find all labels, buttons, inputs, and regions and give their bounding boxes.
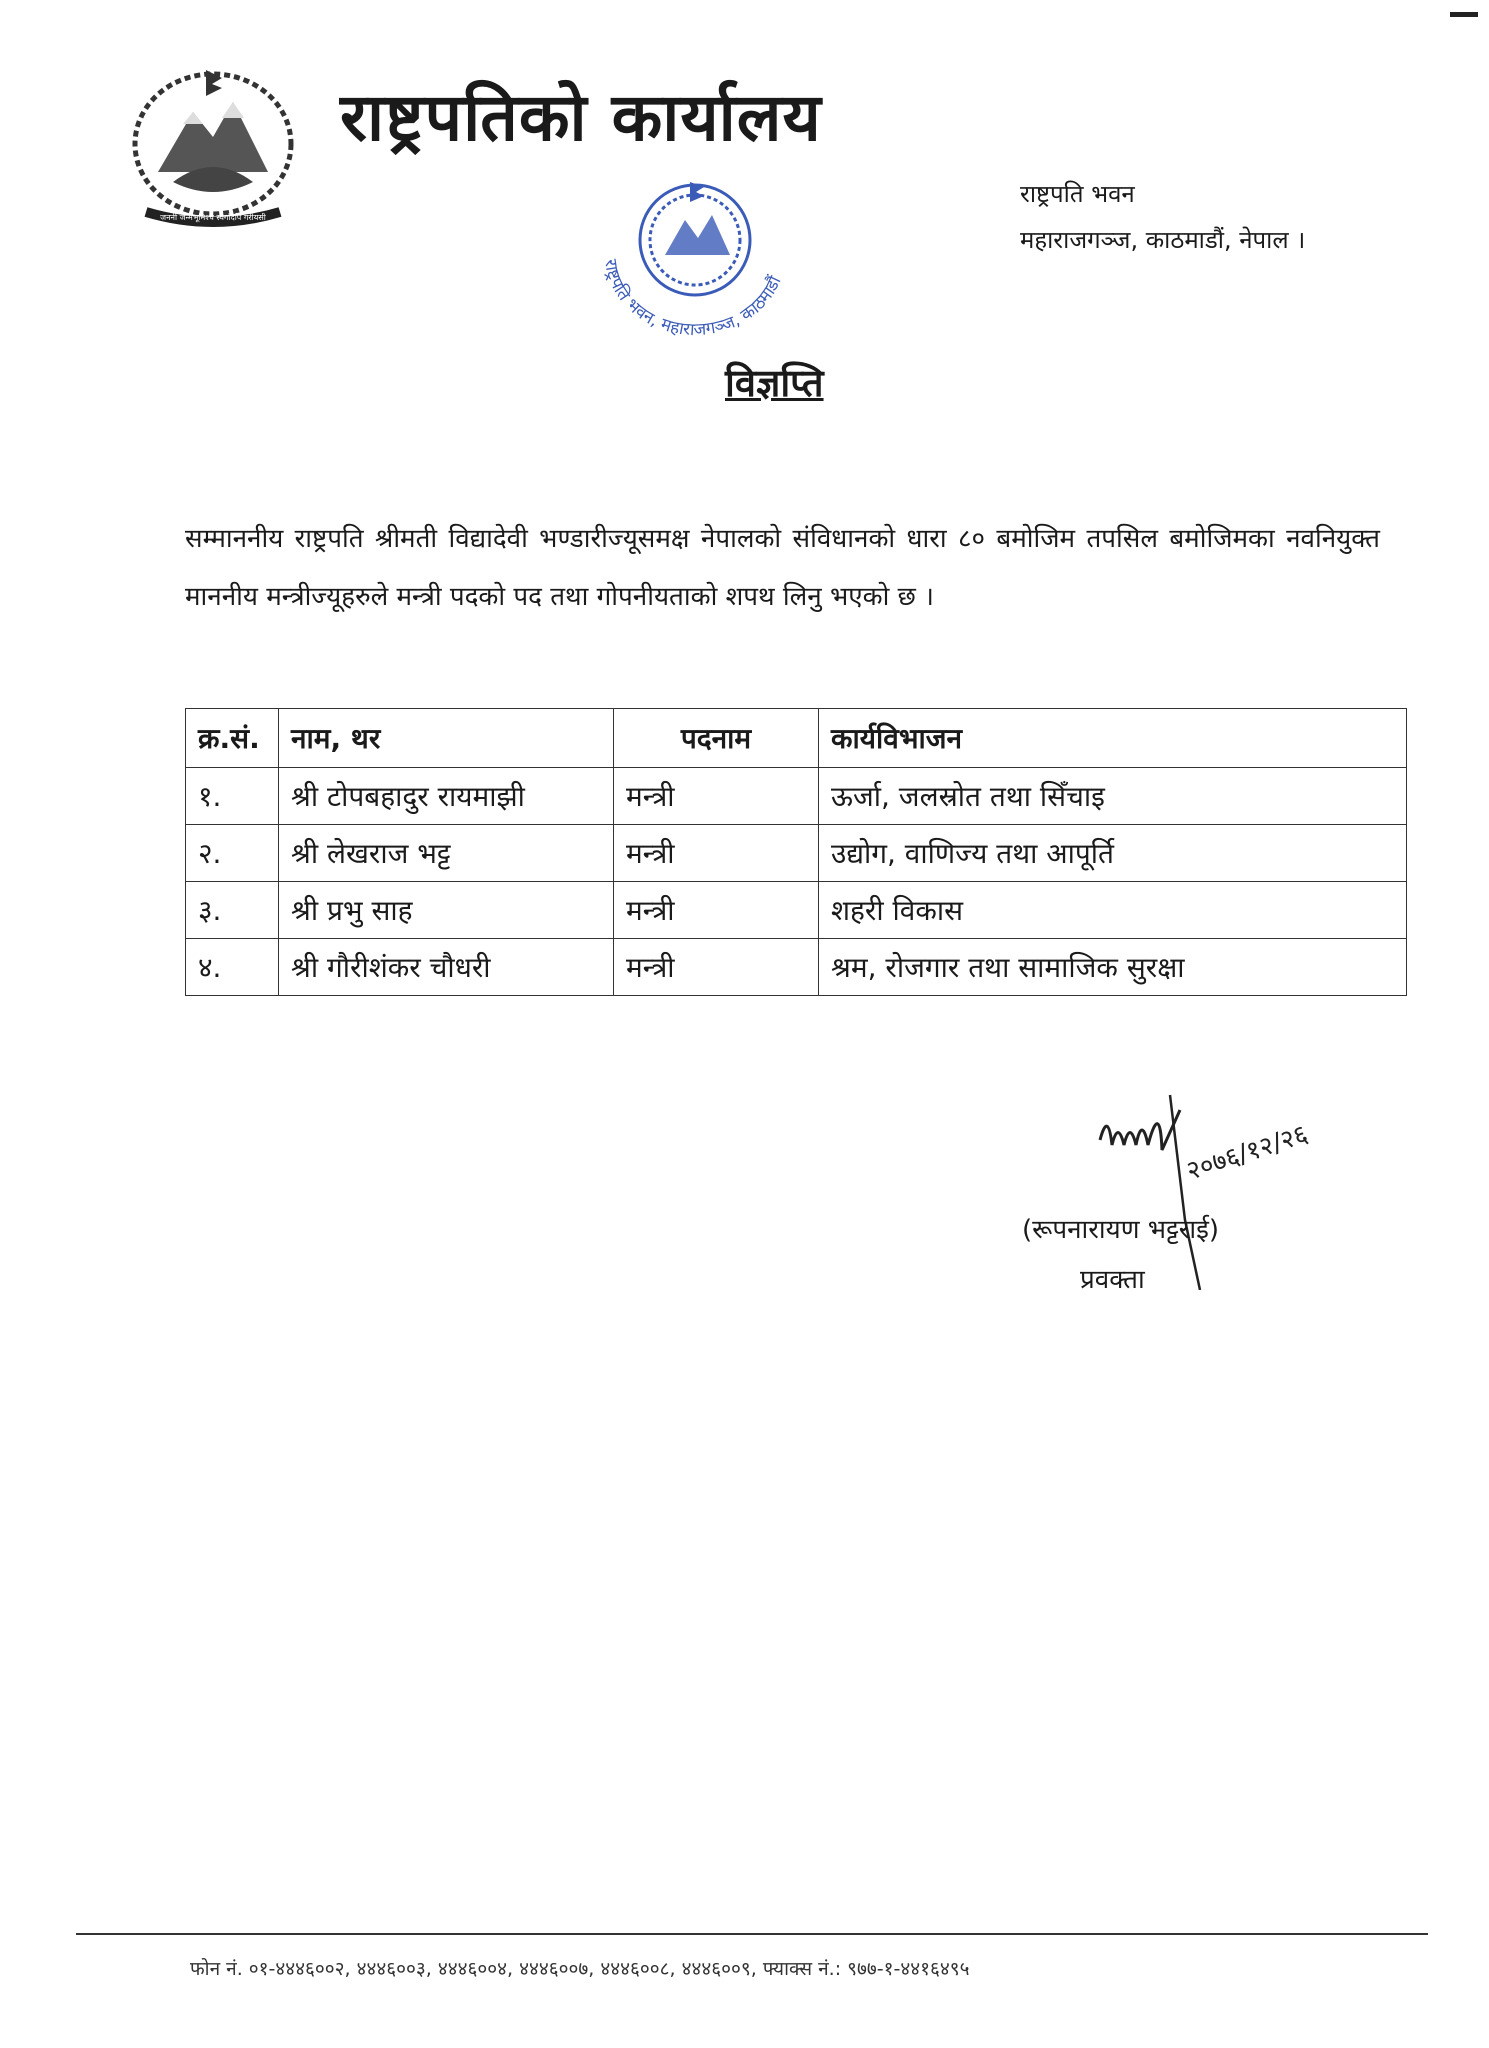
footer-contact: फोन नं. ०१-४४४६००२, ४४४६००३, ४४४६००४, ४४४६००७, ४४४६००८, ४४४६००९, फ्याक्स नं.: ९७७-१-४४१६४९५ [190, 1958, 970, 1980]
table-row [186, 882, 1407, 939]
signer-title: प्रवक्ता [1080, 1265, 1145, 1295]
header-portfolio: कार्यविभाजन [819, 709, 1407, 768]
address-line-1: राष्ट्रपति भवन [1020, 180, 1135, 208]
office-title: राष्ट्रपतिको कार्यालय [340, 79, 822, 156]
office-seal-icon [580, 160, 810, 350]
svg-text:राष्ट्रपति भवन, महाराजगञ्ज, का: राष्ट्रपति भवन, महाराजगञ्ज, काठमाडौं [600, 257, 786, 341]
row-name: श्री प्रभु साह [279, 882, 614, 939]
row-portfolio: श्रम, रोजगार तथा सामाजिक सुरक्षा [819, 939, 1407, 996]
table-row [186, 939, 1407, 996]
row-portfolio: ऊर्जा, जलस्रोत तथा सिँचाइ [819, 768, 1407, 825]
ministers-table [185, 708, 1407, 996]
header-name: नाम, थर [279, 709, 614, 768]
row-position: मन्त्री [614, 939, 819, 996]
row-name: श्री लेखराज भट्ट [279, 825, 614, 882]
address-line-2: महाराजगञ्ज, काठमाडौं, नेपाल । [1020, 226, 1306, 254]
table-header-row [186, 709, 1407, 768]
row-name: श्री टोपबहादुर रायमाझी [279, 768, 614, 825]
row-portfolio: उद्योग, वाणिज्य तथा आपूर्ति [819, 825, 1407, 882]
row-position: मन्त्री [614, 768, 819, 825]
row-position: मन्त्री [614, 882, 819, 939]
row-position: मन्त्री [614, 825, 819, 882]
row-name: श्री गौरीशंकर चौधरी [279, 939, 614, 996]
signer-name: (रूपनारायण भट्टराई) [1022, 1215, 1220, 1245]
nepal-coat-of-arms-icon [118, 62, 308, 232]
table-row [186, 768, 1407, 825]
row-sn: १. [186, 768, 279, 825]
notice-title: विज्ञप्ति [725, 361, 824, 405]
header-sn: क्र.सं. [186, 709, 279, 768]
notice-paragraph: सम्माननीय राष्ट्रपति श्रीमती विद्यादेवी भण्डारीज्यूसमक्ष नेपालको संविधानको धारा ८० बमोजिम तपसिल बमोजिमका नवनियुक्त माननीय मन्त्रीज्यूहरुले मन्त्री पदको पद तथा गोपनीयताको शपथ लिनु भएको छ । [185, 524, 1380, 612]
header-position: पदनाम [614, 709, 819, 768]
row-portfolio: शहरी विकास [819, 882, 1407, 939]
footer-divider [76, 1933, 1428, 1935]
row-sn: २. [186, 825, 279, 882]
svg-text:२०७६/१२/२६: २०७६/१२/२६ [1182, 1119, 1312, 1187]
row-sn: ३. [186, 882, 279, 939]
table-row [186, 825, 1407, 882]
corner-mark [1450, 12, 1478, 17]
row-sn: ४. [186, 939, 279, 996]
svg-text:जननी जन्मभूमिश्च स्वर्गादपि गर: जननी जन्मभूमिश्च स्वर्गादपि गरीयसी [160, 213, 266, 222]
